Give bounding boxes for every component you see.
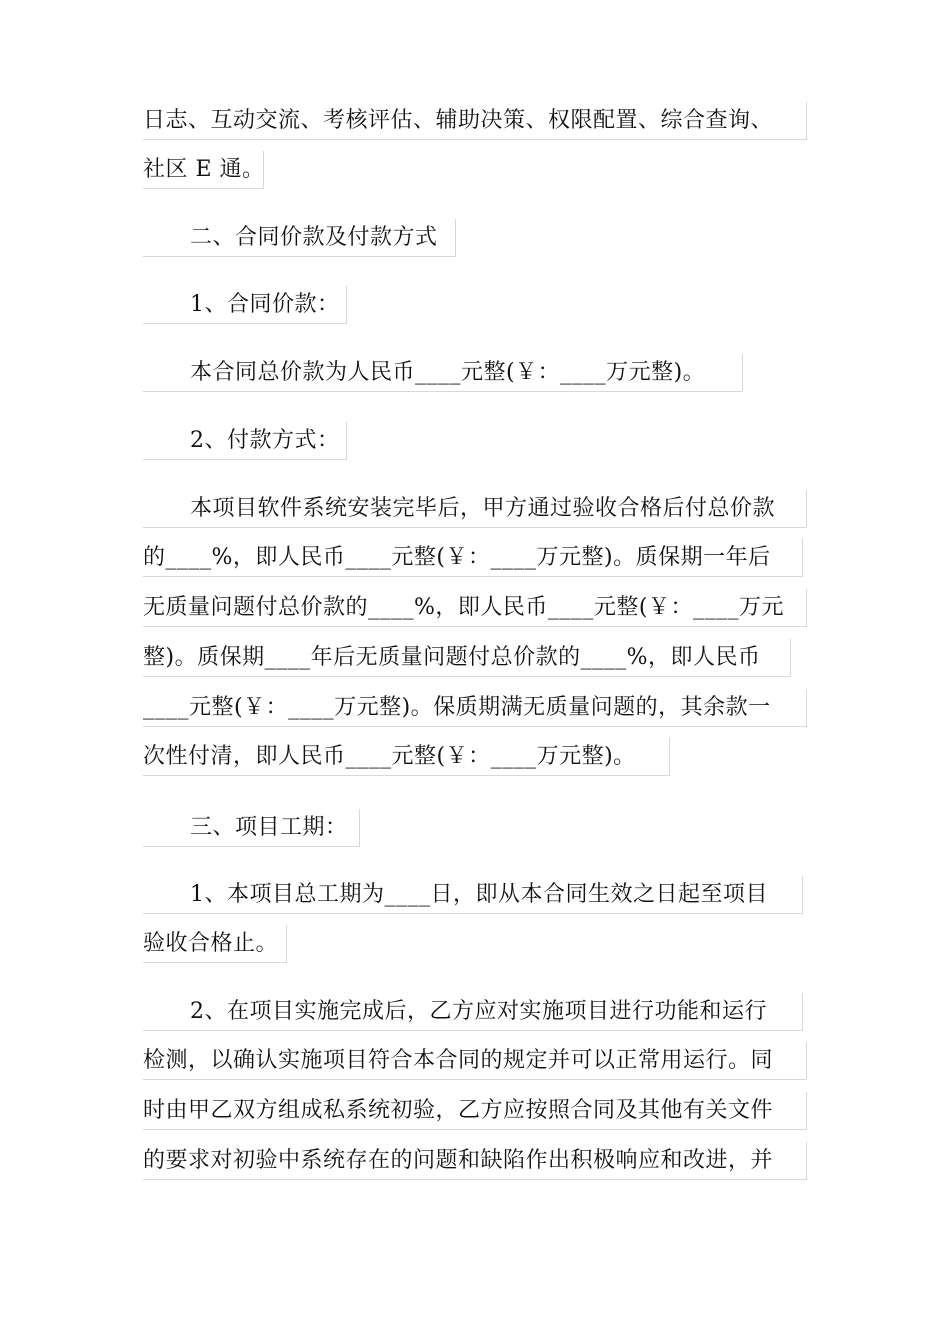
text-line: 日志、互动交流、考核评估、辅助决策、权限配置、综合查询、 xyxy=(143,102,807,140)
text-line: 的要求对初验中系统存在的问题和缺陷作出积极响应和改进，并 xyxy=(143,1142,807,1180)
subsection-heading: 2、付款方式： xyxy=(143,422,347,460)
section-heading: 二、合同价款及付款方式 xyxy=(143,219,456,257)
text-line: 1、本项目总工期为____日，即从本合同生效之日起至项目 xyxy=(143,876,803,914)
text-line: 社区 E 通。 xyxy=(143,151,264,189)
text-line: 验收合格止。 xyxy=(143,925,287,963)
text-line: 次性付清，即人民币____元整(￥：____万元整)。 xyxy=(143,738,670,776)
text-line: 2、在项目实施完成后，乙方应对实施项目进行功能和运行 xyxy=(143,993,803,1031)
text-line: 时由甲乙双方组成私系统初验，乙方应按照合同及其他有关文件 xyxy=(143,1092,807,1130)
text-line: ____元整(￥：____万元整)。保质期满无质量问题的，其余款一 xyxy=(143,689,807,727)
section-heading: 三、项目工期： xyxy=(143,809,360,847)
text-line: 的____%，即人民币____元整(￥：____万元整)。质保期一年后 xyxy=(143,539,803,577)
text-line: 本合同总价款为人民币____元整(￥：____万元整)。 xyxy=(143,354,743,392)
text-line: 本项目软件系统安装完毕后，甲方通过验收合格后付总价款 xyxy=(143,490,807,528)
subsection-heading: 1、合同价款： xyxy=(143,286,347,324)
text-line: 检测，以确认实施项目符合本合同的规定并可以正常用运行。同 xyxy=(143,1042,807,1080)
text-line: 无质量问题付总价款的____%，即人民币____元整(￥：____万元 xyxy=(143,589,807,627)
text-line: 整)。质保期____年后无质量问题付总价款的____%，即人民币 xyxy=(143,639,791,677)
